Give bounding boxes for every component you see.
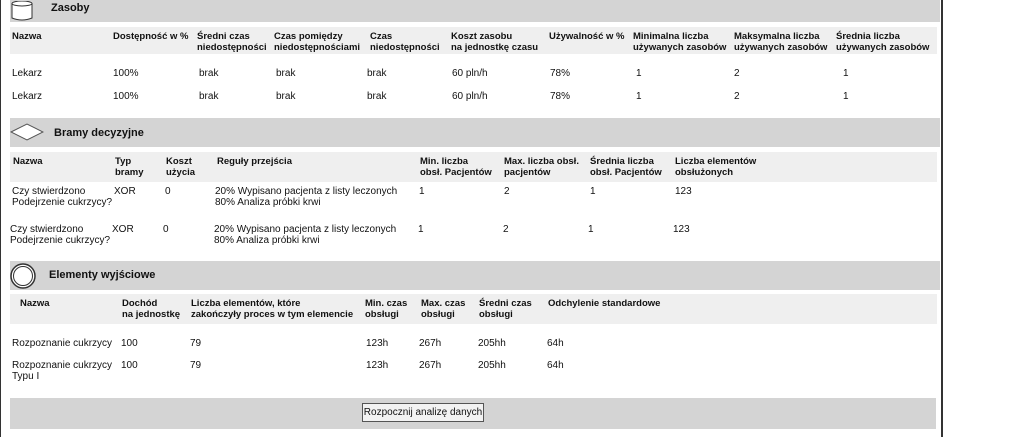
cell: 78% — [550, 91, 571, 102]
col-header: Max. liczba obsł. pacjentów — [504, 156, 579, 178]
cell: 20% Wypisano pacjenta z listy leczonych 80% Analiza próbki krwi — [214, 224, 397, 246]
cell: 20% Wypisano pacjenta z listy leczonych 80% Analiza próbki krwi — [215, 186, 398, 208]
cell: 1 — [843, 68, 849, 79]
cell: 205hh — [478, 360, 506, 371]
col-header: Średni czas obsługi — [479, 298, 532, 320]
cell: Czy stwierdzono Podejrzenie cukrzycy? — [10, 224, 111, 246]
cell: 79 — [190, 360, 202, 371]
col-header: Liczba elementów obsłużonych — [675, 156, 757, 178]
col-header: Używalność w % — [549, 31, 625, 42]
col-header: Maksymalna liczba używanych zasobów — [734, 31, 828, 53]
col-header: Reguły przejścia — [217, 156, 292, 167]
cell: Rozpoznanie cukrzycy Typu I — [12, 360, 113, 382]
cell: 2 — [504, 186, 510, 197]
cell: Czy stwierdzono Podejrzenie cukrzycy? — [12, 186, 113, 208]
col-header: Nazwa — [12, 31, 42, 42]
cell: 100% — [113, 68, 139, 79]
end-event-circle-icon — [10, 262, 38, 290]
cell: 123 — [675, 186, 692, 197]
cell: 79 — [190, 338, 202, 349]
cell: 0 — [165, 186, 171, 197]
col-header: Średnia liczba używanych zasobów — [836, 31, 930, 53]
resources-section-header — [10, 0, 940, 22]
cell: 2 — [734, 91, 740, 102]
cell: 100 — [121, 338, 138, 349]
cell: 100% — [113, 91, 139, 102]
cell: 1 — [636, 68, 642, 79]
cell: 2 — [734, 68, 740, 79]
cell: 267h — [419, 360, 442, 371]
col-header: Minimalna liczba używanych zasobów — [633, 31, 727, 53]
cell: 0 — [163, 224, 169, 235]
col-header: Min. liczba obsł. Pacjentów — [420, 156, 492, 178]
cell: 78% — [550, 68, 571, 79]
cell: 1 — [636, 91, 642, 102]
cell: brak — [367, 91, 387, 102]
outputs-section-header — [10, 261, 940, 290]
cell: 60 pln/h — [452, 68, 488, 79]
col-header: Max. czas obsługi — [421, 298, 466, 320]
outputs-table — [10, 294, 937, 394]
col-header: Odchylenie standardowe — [548, 298, 661, 309]
cell: 60 pln/h — [452, 91, 488, 102]
col-header: Nazwa — [20, 298, 50, 309]
resources-header-row — [10, 27, 937, 54]
cell: 267h — [419, 338, 442, 349]
col-header: Liczba elementów, które zakończyły proces w tym elemencie — [191, 298, 354, 320]
cell: brak — [367, 68, 387, 79]
database-icon — [10, 1, 34, 21]
action-bar — [10, 398, 936, 429]
col-header: Dostępność w % — [113, 31, 189, 42]
cell: Lekarz — [12, 68, 43, 79]
cell: 1 — [588, 224, 594, 235]
cell: 64h — [547, 338, 564, 349]
col-header: Dochód na jednostkę — [122, 298, 181, 320]
col-header: Nazwa — [13, 156, 43, 167]
gateways-header-row — [10, 152, 937, 182]
col-header: Średni czas niedostępności — [197, 31, 267, 53]
resources-title: Zasoby — [51, 2, 90, 14]
cell: 64h — [547, 360, 564, 371]
cell: 1 — [418, 224, 424, 235]
cell: XOR — [114, 186, 136, 197]
gateways-table — [10, 152, 937, 256]
cell: Rozpoznanie cukrzycy — [12, 338, 113, 349]
cell: 123h — [366, 338, 389, 349]
cell: 123 — [673, 224, 690, 235]
cell: 1 — [419, 186, 425, 197]
start-analysis-button[interactable]: Rozpocznij analizę danych — [362, 403, 484, 422]
cell: Lekarz — [12, 91, 43, 102]
col-header: Koszt zasobu na jednostkę czasu — [451, 31, 539, 53]
cell: brak — [276, 68, 296, 79]
col-header: Min. czas obsługi — [365, 298, 408, 320]
cell: 1 — [843, 91, 849, 102]
cell: XOR — [112, 224, 134, 235]
col-header: Koszt użycia — [166, 156, 196, 178]
outputs-header-row — [10, 294, 937, 324]
col-header: Czas pomiędzy niedostępnościami — [274, 31, 361, 53]
col-header: Średnia liczba obsł. Pacjentów — [590, 156, 662, 178]
cell: 123h — [366, 360, 389, 371]
cell: 2 — [503, 224, 509, 235]
gateway-diamond-icon — [10, 123, 44, 141]
col-header: Czas niedostępności — [370, 31, 440, 53]
gateways-title: Bramy decyzyjne — [54, 127, 144, 139]
cell: brak — [199, 91, 219, 102]
resources-table — [10, 27, 937, 113]
outputs-title: Elementy wyjściowe — [49, 269, 156, 281]
cell: brak — [276, 91, 296, 102]
col-header: Typ bramy — [115, 156, 144, 178]
cell: brak — [199, 68, 219, 79]
cell: 100 — [121, 360, 138, 371]
cell: 1 — [590, 186, 596, 197]
cell: 205hh — [478, 338, 506, 349]
gateways-section-header — [10, 118, 940, 147]
